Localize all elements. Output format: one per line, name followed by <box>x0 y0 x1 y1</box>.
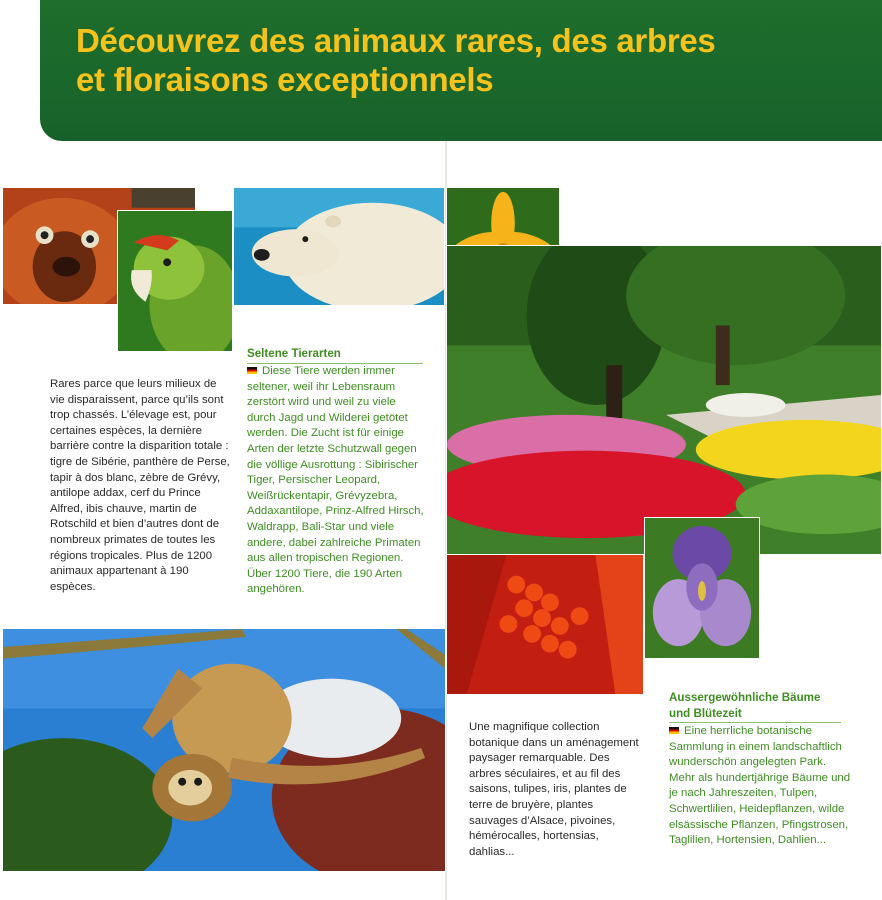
parrot-photo <box>117 210 233 352</box>
animals-de-paragraph: Diese Tiere werden immer seltener, weil ihr Lebensraum zerstört wird und weil zu viele durch Jagd und Wilderei getötet werden. Die Zucht ist für einige Arten der letzte Schutzwall gegen die völlige Ausrottung : Sibirischer Tiger, Persischer Leopard, Weißrückentapir, Grévyzebra, Addaxantilope, Prinz-Alfred Hirsch, Waldrapp, Bali-Star und viele andere, dabei zahlreiche Primaten aus allen tropischen Regionen. Über 1200 Tiere, die 190 Arten angehören. <box>247 365 424 596</box>
animals-de-heading: Seltene Tierarten <box>247 346 423 364</box>
garden-de-heading: Aussergewöhnliche Bäume und Blütezeit <box>669 690 841 723</box>
animals-fr-paragraph: Rares parce que leurs milieux de vie disparaissent, parce qu’ils sont trop chassés. L’élevage est, pour certaines espèces, la dernière barrière contre la disparition totale : tigre de Sibérie, panthère de Perse, tapir à dos blanc, zèbre de Grévy, antilope addax, cerf du Prince Alfred, ibis chauve, martin de Rotschild et bien d’autres dont de nombreux primates de toutes les régions tropicales. Plus de 1200 animaux appartenant à 190 espèces. <box>50 378 230 593</box>
page-title-line2: et floraisons exceptionnels <box>76 60 494 98</box>
title-banner <box>40 0 882 141</box>
page-title-line1: Découvrez des animaux rares, des arbres <box>76 22 716 59</box>
polar-bear-photo <box>233 187 445 306</box>
garden-fr-paragraph: Une magnifique collection botanique dans un aménagement paysager remarquable. Des arbres séculaires, et au fil des saisons, tulipes, iris, plantes de terre de bruyère, plantes sauvages d’Alsace, pivoines, hémérocalles, hortensias, dahlias... <box>469 721 639 858</box>
german-flag-icon <box>247 367 257 374</box>
page-title <box>76 22 866 100</box>
sloth-photo <box>2 628 446 872</box>
german-flag-icon <box>669 727 679 734</box>
garden-de-block <box>669 724 853 849</box>
animals-de-block <box>247 364 427 598</box>
iris-photo <box>644 517 760 659</box>
garden-landscape-photo <box>446 245 882 555</box>
garden-de-paragraph: Eine herrliche botanische Sammlung in einem landschaftlich wunderschön angelegten Park. Mehr als hundertjährige Bäume und je nach Jahreszeiten, Tulpen, Schwertlilien, Heidepflanzen, wilde elsässische Pflanzen, Pfingstrosen, Taglilien, Hortensien, Dahlien... <box>669 725 851 847</box>
rowan-berries-photo <box>446 554 644 695</box>
